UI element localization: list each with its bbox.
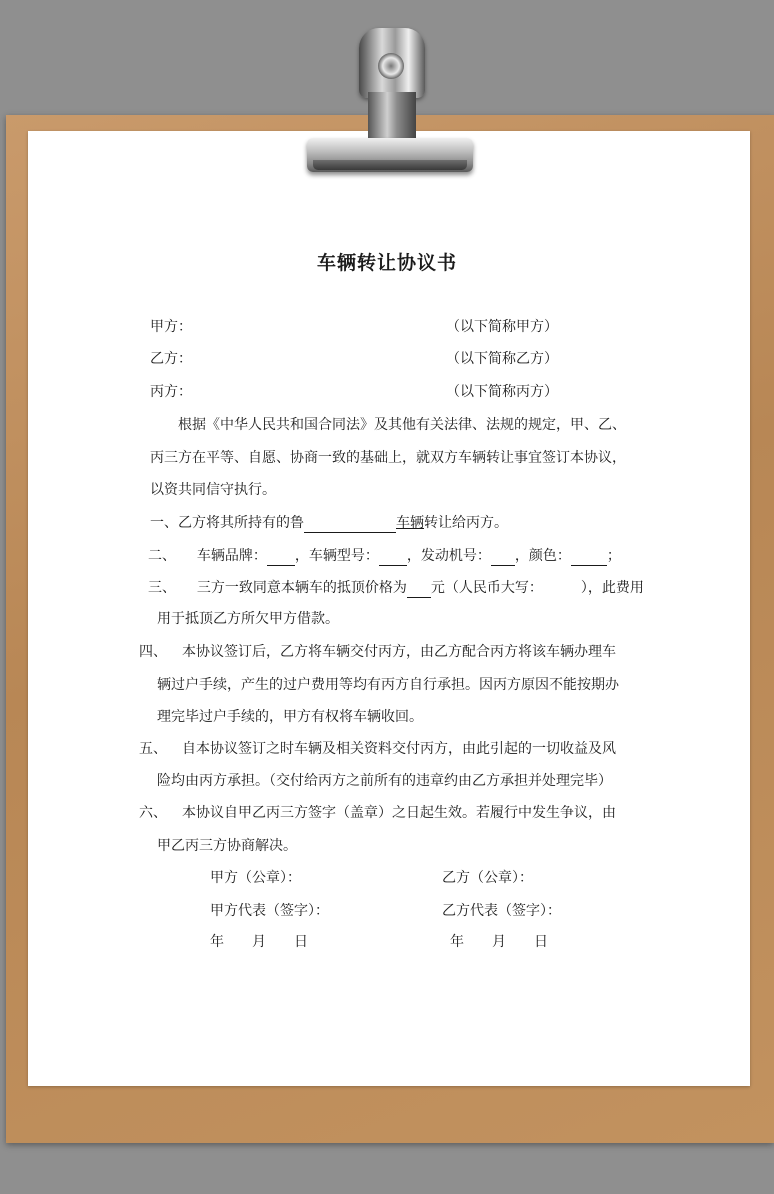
party-a-rep: 甲方代表（签字）： bbox=[210, 903, 329, 919]
clause-1-mid: 车辆 bbox=[396, 515, 424, 531]
clause-5-line: 自本协议签订之时车辆及相关资料交付丙方，由此引起的一切收益及风 bbox=[182, 741, 616, 757]
blank-field bbox=[304, 516, 396, 533]
party-b-seal: 乙方（公章）： bbox=[442, 870, 533, 886]
clause-5-line: 险均由丙方承担。（交付给丙方之前所有的违章约由乙方承担并处理完毕） bbox=[157, 773, 612, 789]
clause-1-prefix: 一、乙方将其所持有的鲁 bbox=[150, 515, 304, 531]
clause-4-line: 本协议签订后，乙方将车辆交付丙方，由乙方配合丙方将该车辆办理车 bbox=[182, 644, 616, 660]
blank-field bbox=[491, 549, 515, 566]
clause-6-line: 甲乙丙三方协商解决。 bbox=[157, 838, 297, 854]
clause-2-num: 二、 bbox=[148, 548, 176, 564]
clause-4-line: 理完毕过户手续的，甲方有权将车辆收回。 bbox=[157, 709, 423, 725]
party-b-rep: 乙方代表（签字）： bbox=[442, 903, 561, 919]
party-c-note: （以下简称丙方） bbox=[446, 384, 558, 400]
party-c-label: 丙方： bbox=[150, 384, 192, 400]
clause-2-end: ； bbox=[606, 548, 621, 564]
clause-3-line: 用于抵顶乙方所欠甲方借款。 bbox=[157, 611, 339, 627]
party-b-label: 乙方： bbox=[150, 351, 192, 367]
blank-field bbox=[267, 549, 295, 566]
party-b-date: 年 月 日 bbox=[450, 934, 548, 950]
clause-4-line: 辆过户手续，产生的过户费用等均有丙方自行承担。因丙方原因不能按期办 bbox=[157, 677, 619, 693]
clause-3-text: ），此费用 bbox=[580, 580, 644, 596]
clause-2 bbox=[148, 546, 621, 566]
clause-2-color: ，颜色： bbox=[514, 548, 571, 564]
clause-6-line: 本协议自甲乙丙三方签字（盖章）之日起生效。若履行中发生争议，由 bbox=[182, 805, 616, 821]
clause-4-num: 四、 bbox=[139, 644, 167, 660]
party-a-seal: 甲方（公章）： bbox=[210, 870, 301, 886]
intro-line: 根据《中华人民共和国合同法》及其他有关法律、法规的规定，甲、乙、 bbox=[178, 417, 626, 433]
intro-line: 以资共同信守执行。 bbox=[150, 482, 276, 498]
intro-line: 丙三方在平等、自愿、协商一致的基础上，就双方车辆转让事宜签订本协议， bbox=[150, 450, 626, 466]
clause-6-num: 六、 bbox=[139, 805, 167, 821]
blank-field bbox=[379, 549, 407, 566]
clause-1-suffix: 转让给丙方。 bbox=[424, 515, 508, 531]
clause-1 bbox=[150, 513, 508, 533]
party-b-note: （以下简称乙方） bbox=[446, 351, 558, 367]
clause-3 bbox=[148, 578, 644, 598]
clause-2-engine: ，发动机号： bbox=[406, 548, 491, 564]
clause-2-model: ，车辆型号： bbox=[294, 548, 379, 564]
clause-2-plate: 车辆品牌： bbox=[196, 548, 267, 564]
party-a-label: 甲方： bbox=[150, 319, 192, 335]
clause-3-num: 三、 bbox=[148, 580, 176, 596]
clause-3-text: 元（人民币大写： bbox=[430, 580, 543, 596]
party-a-note: （以下简称甲方） bbox=[446, 319, 558, 335]
clause-5-num: 五、 bbox=[139, 741, 167, 757]
blank-field bbox=[571, 549, 607, 566]
party-a-date: 年 月 日 bbox=[210, 934, 308, 950]
blank-field bbox=[407, 581, 431, 598]
clause-3-text: 三方一致同意本辆车的抵顶价格为 bbox=[196, 580, 407, 596]
page-title: 车辆转让协议书 bbox=[316, 252, 457, 274]
